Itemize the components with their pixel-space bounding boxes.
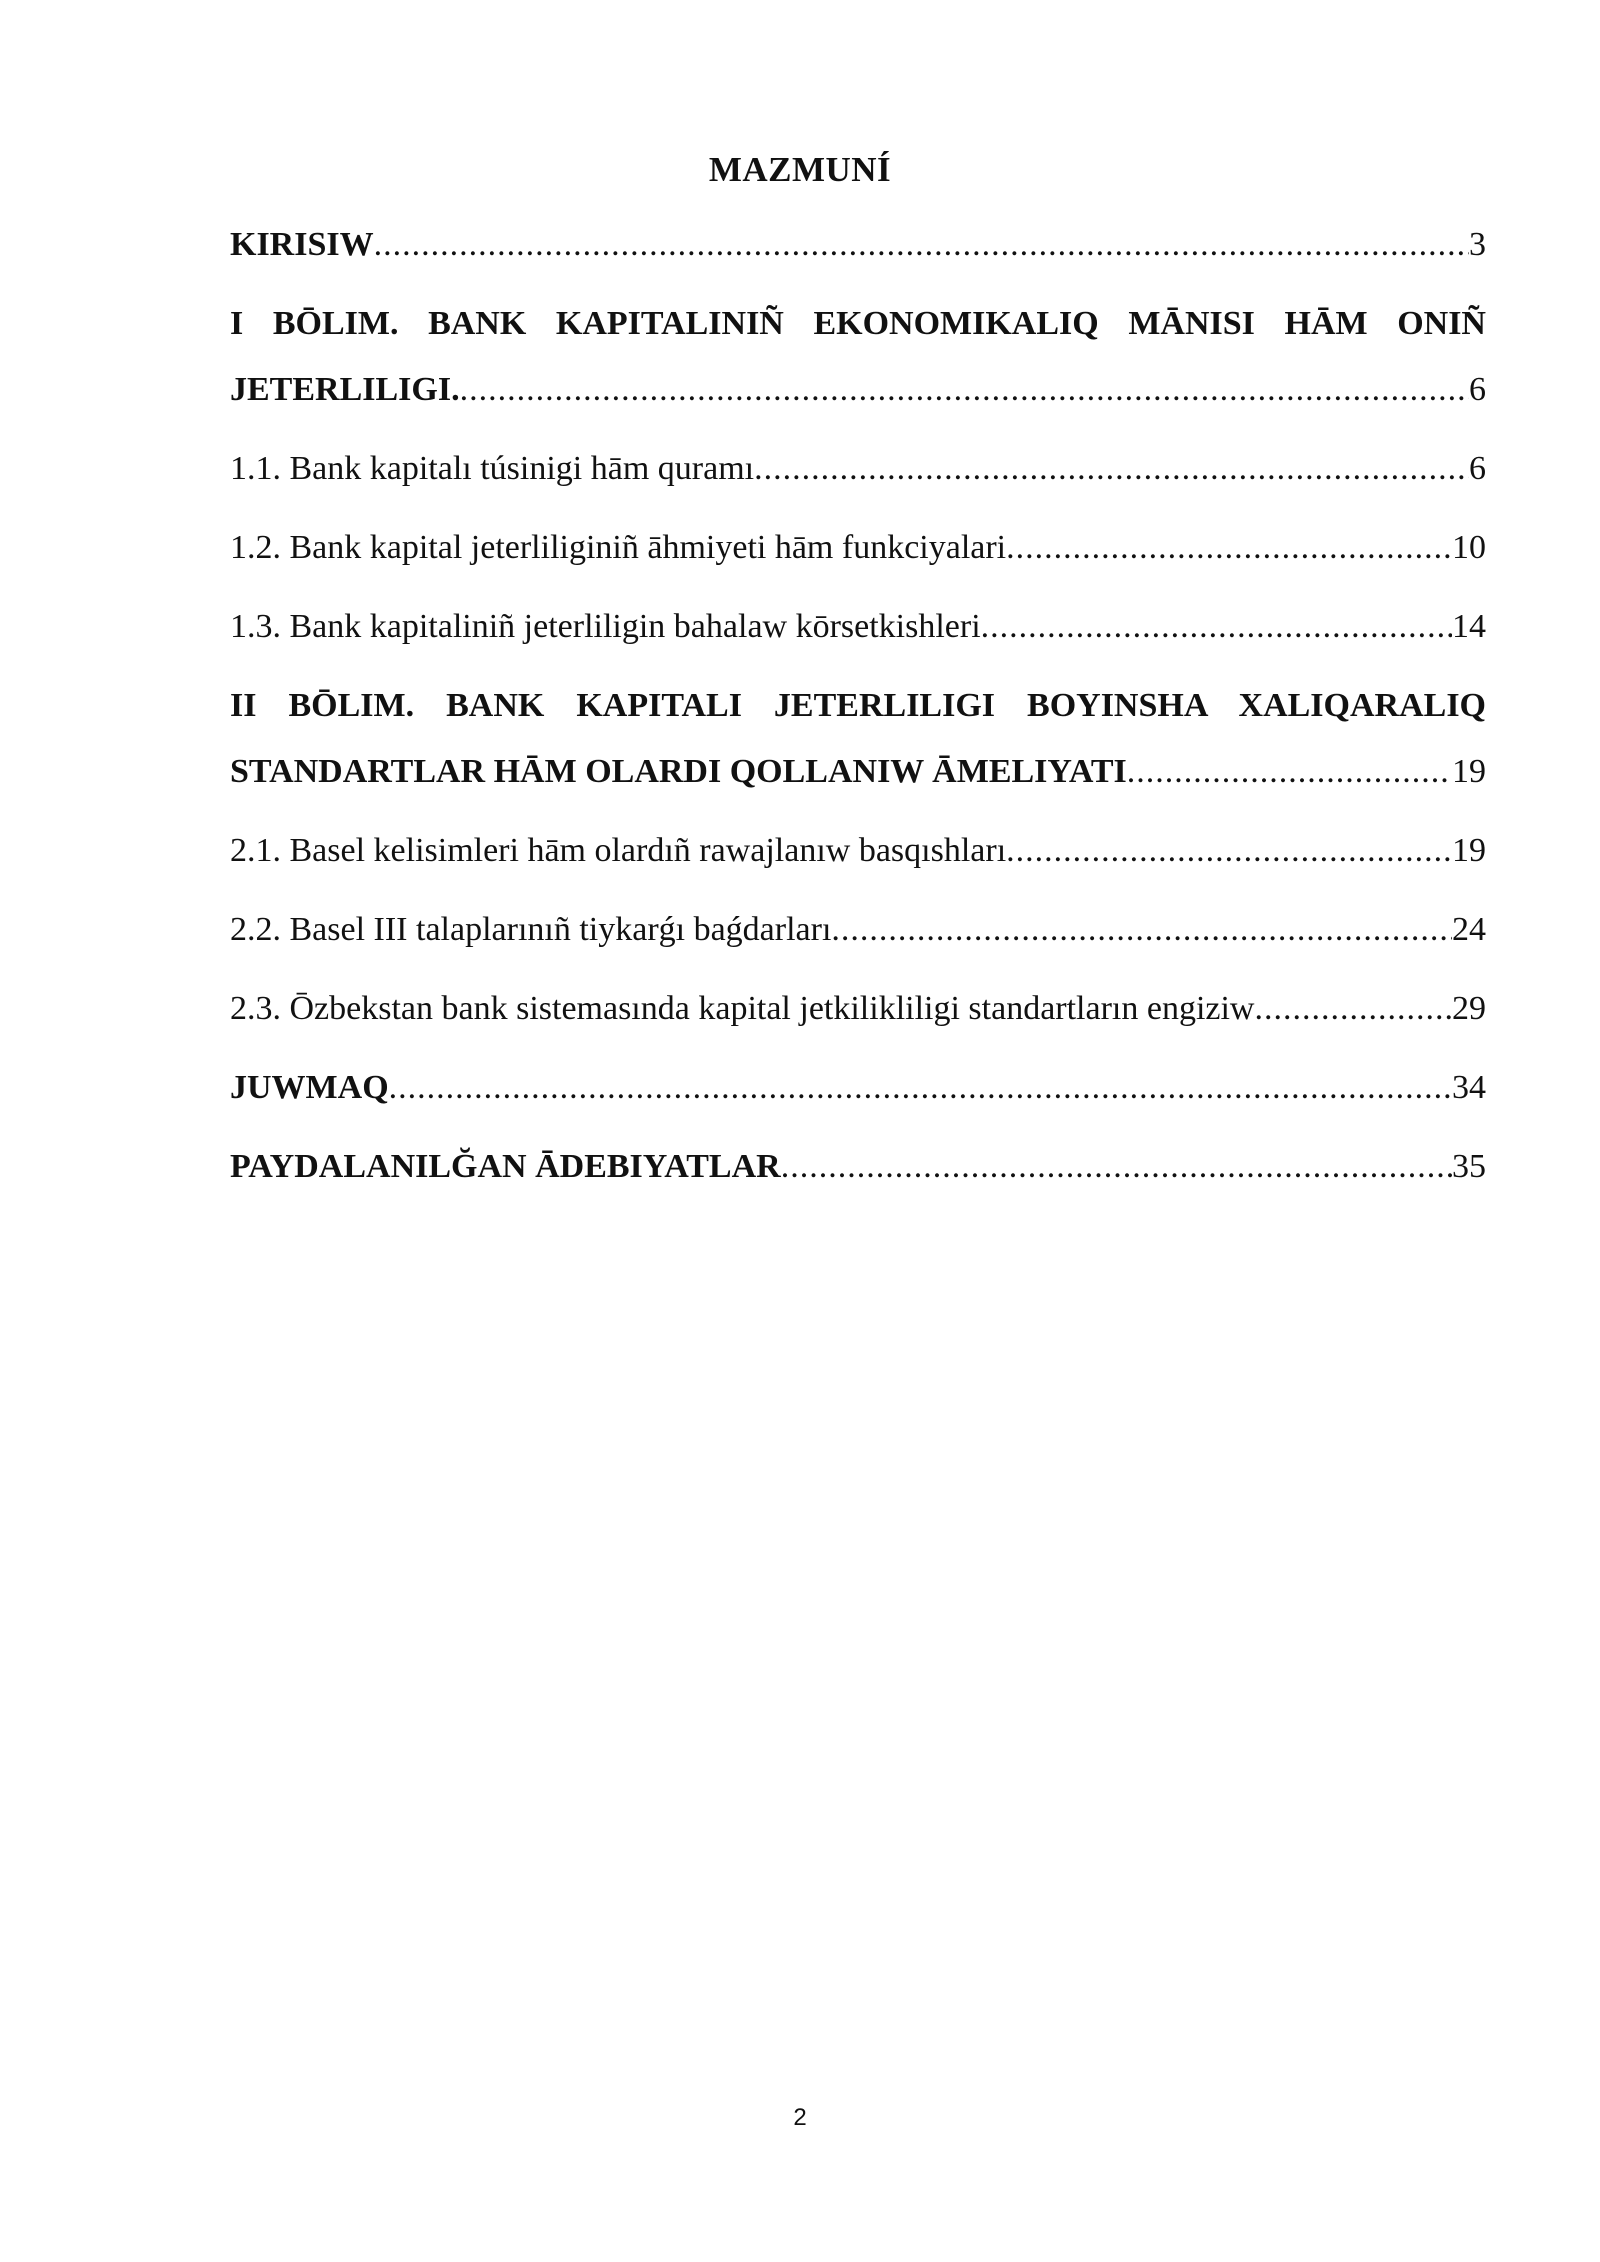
dot-leader bbox=[374, 212, 1469, 278]
toc-entry-1-2[interactable] bbox=[230, 515, 1486, 581]
toc-entry-text: KIRISIW bbox=[230, 226, 374, 263]
dot-leader bbox=[754, 436, 1469, 502]
toc-entry-juwmaq[interactable] bbox=[230, 1055, 1486, 1121]
toc-entry-heading-line: I BŌLIM. BANK KAPITALINIÑ EKONOMIKALIQ MĀNISI HĀM ONIÑ bbox=[230, 305, 1486, 342]
toc-entry-2-2[interactable] bbox=[230, 897, 1486, 963]
dot-leader bbox=[781, 1134, 1452, 1200]
dot-leader bbox=[981, 594, 1452, 660]
table-of-contents bbox=[230, 212, 1486, 1213]
toc-entry-1-3[interactable] bbox=[230, 594, 1486, 660]
toc-entry-chapter-2[interactable] bbox=[230, 673, 1486, 805]
dot-leader bbox=[1006, 818, 1452, 884]
toc-entry-heading-continuation bbox=[230, 357, 1486, 423]
toc-page-number: 14 bbox=[1452, 608, 1486, 645]
toc-entry-bibliography[interactable] bbox=[230, 1134, 1486, 1200]
dot-leader bbox=[1006, 515, 1452, 581]
toc-entry-2-1[interactable] bbox=[230, 818, 1486, 884]
toc-page-number: 35 bbox=[1452, 1148, 1486, 1185]
toc-page-number: 6 bbox=[1469, 371, 1486, 408]
toc-entry-1-1[interactable] bbox=[230, 436, 1486, 502]
toc-entry-text: 2.2. Basel III talaplarınıñ tiykarǵı baǵdarları bbox=[230, 911, 832, 948]
toc-page-number: 19 bbox=[1452, 753, 1486, 790]
dot-leader bbox=[460, 357, 1469, 423]
toc-entry-text: 1.3. Bank kapitaliniñ jeterliligin bahalaw kōrsetkishleri bbox=[230, 608, 981, 645]
toc-page-number: 6 bbox=[1469, 450, 1486, 487]
toc-page-number: 24 bbox=[1452, 911, 1486, 948]
toc-entry-heading-continuation bbox=[230, 739, 1486, 805]
toc-page-number: 34 bbox=[1452, 1069, 1486, 1106]
toc-entry-text: PAYDALANILĞAN ĀDEBIYATLAR bbox=[230, 1148, 781, 1185]
toc-page-number: 3 bbox=[1469, 226, 1486, 263]
dot-leader bbox=[831, 897, 1452, 963]
dot-leader bbox=[1254, 976, 1452, 1042]
toc-title: MAZMUNÍ bbox=[708, 150, 892, 189]
dot-leader bbox=[1127, 739, 1452, 805]
toc-page-number: 29 bbox=[1452, 990, 1486, 1027]
toc-entry-text: 1.1. Bank kapitalı túsinigi hām quramı bbox=[230, 450, 755, 487]
toc-page-number: 19 bbox=[1452, 832, 1486, 869]
toc-entry-text: 2.1. Basel kelisimleri hām olardıñ rawajlanıw basqıshları bbox=[230, 832, 1007, 869]
toc-entry-2-3[interactable] bbox=[230, 976, 1486, 1042]
toc-entry-text: 1.2. Bank kapital jeterliliginiñ āhmiyeti hām funkciyalari bbox=[230, 529, 1007, 566]
toc-entry-text: JETERLILIGI. bbox=[230, 371, 460, 408]
toc-entry-text: JUWMAQ bbox=[230, 1069, 389, 1106]
dot-leader bbox=[389, 1055, 1452, 1121]
toc-entry-chapter-1[interactable] bbox=[230, 291, 1486, 423]
toc-entry-heading-line: II BŌLIM. BANK KAPITALI JETERLILIGI BOYINSHA XALIQARALIQ bbox=[230, 687, 1486, 724]
toc-entry-text: STANDARTLAR HĀM OLARDI QOLLANIW ĀMELIYATI bbox=[230, 753, 1127, 790]
toc-entry-text: 2.3. Ōzbekstan bank sistemasında kapital jetkilikliligi standartların engiziw bbox=[230, 990, 1255, 1027]
toc-page-number: 10 bbox=[1452, 529, 1486, 566]
page-number: 2 bbox=[793, 2104, 807, 2131]
toc-entry-kirisiw[interactable] bbox=[230, 212, 1486, 278]
